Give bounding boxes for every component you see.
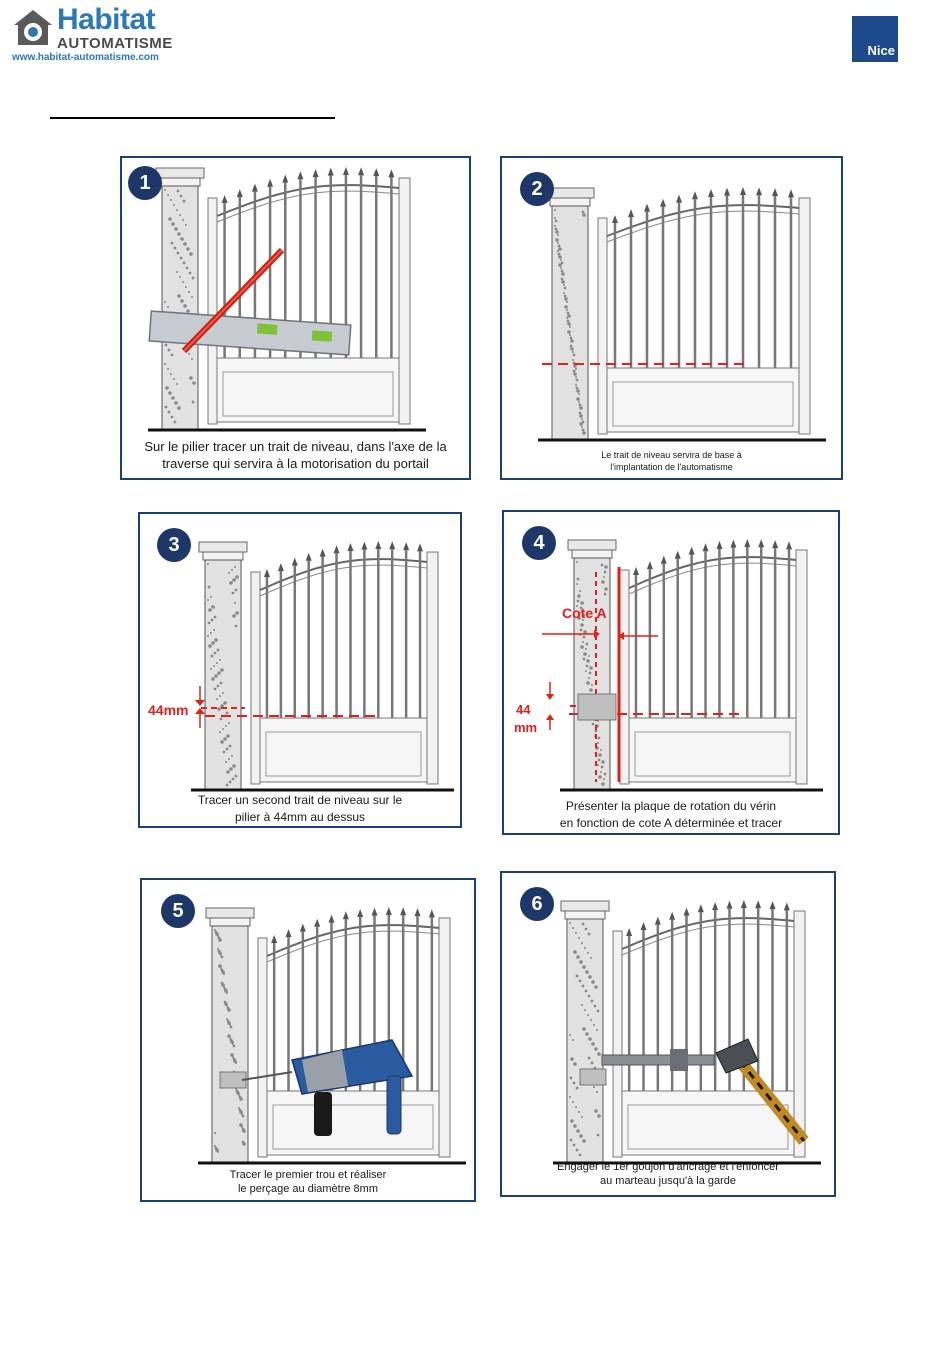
caption-line: Sur le pilier tracer un trait de niveau, dans l'axe de la [144,439,447,454]
caption-line: Engager le 1er goujon d'ancrage et l'enfoncer [557,1161,779,1173]
caption-line: Tracer le premier trou et réaliser [229,1169,387,1181]
caption-line: Présenter la plaque de rotation du vérin [565,799,777,813]
step-caption [504,798,838,832]
step-number-badge: 4 [522,526,556,560]
caption-line: au marteau jusqu'à la garde [599,1175,737,1187]
step-caption [502,449,841,473]
caption-line: Le trait de niveau servira de base à [601,450,742,460]
drill-illustration [142,880,476,1202]
step-panel-3 [138,512,462,828]
step-number-badge: 1 [128,166,162,200]
step-caption [502,1160,834,1188]
step-number-badge: 5 [161,894,195,928]
step-panel-6 [500,871,836,1197]
marking-overlay [504,512,840,835]
step-panel-4 [502,510,840,835]
nice-logo [852,16,898,62]
caption-line: en fonction de cote A déterminée et tracer [559,816,783,830]
step-caption [140,792,460,826]
step-panel-2 [500,156,843,480]
hammer-anchor-illustration [502,873,836,1197]
caption-line: traverse qui servira à la motorisation du portail [162,456,429,471]
dimension-label-mm: mm [514,720,538,735]
step-number-badge: 6 [520,887,554,921]
spirit-level-illustration [122,158,471,480]
caption-line: Tracer un second trait de niveau sur le [197,793,403,807]
nice-logo-text: Nice [867,43,895,58]
caption-line: pilier à 44mm au dessus [234,810,366,824]
step-panel-5 [140,878,476,1202]
dimension-label-cote-a: Cote A [562,605,607,621]
dimension-label-44: 44 [516,702,531,717]
step-panel-1 [120,156,471,480]
step-caption [142,1168,474,1196]
step-number-badge: 3 [157,528,191,562]
dimension-arrows [140,514,462,828]
logo-subtitle: AUTOMATISME [57,35,173,52]
step-number-badge: 2 [520,172,554,206]
caption-line: le perçage au diamètre 8mm [237,1183,378,1195]
habitat-automatisme-logo [10,5,180,65]
caption-line: l'implantation de l'automatisme [610,462,733,472]
house-gear-icon [12,7,54,49]
step-caption [122,438,469,472]
title-underline [50,117,335,119]
gate-drawing [502,158,841,478]
logo-url: www.habitat-automatisme.com [12,52,159,63]
dimension-label-44mm: 44mm [148,702,189,718]
logo-title: Habitat [57,3,156,36]
